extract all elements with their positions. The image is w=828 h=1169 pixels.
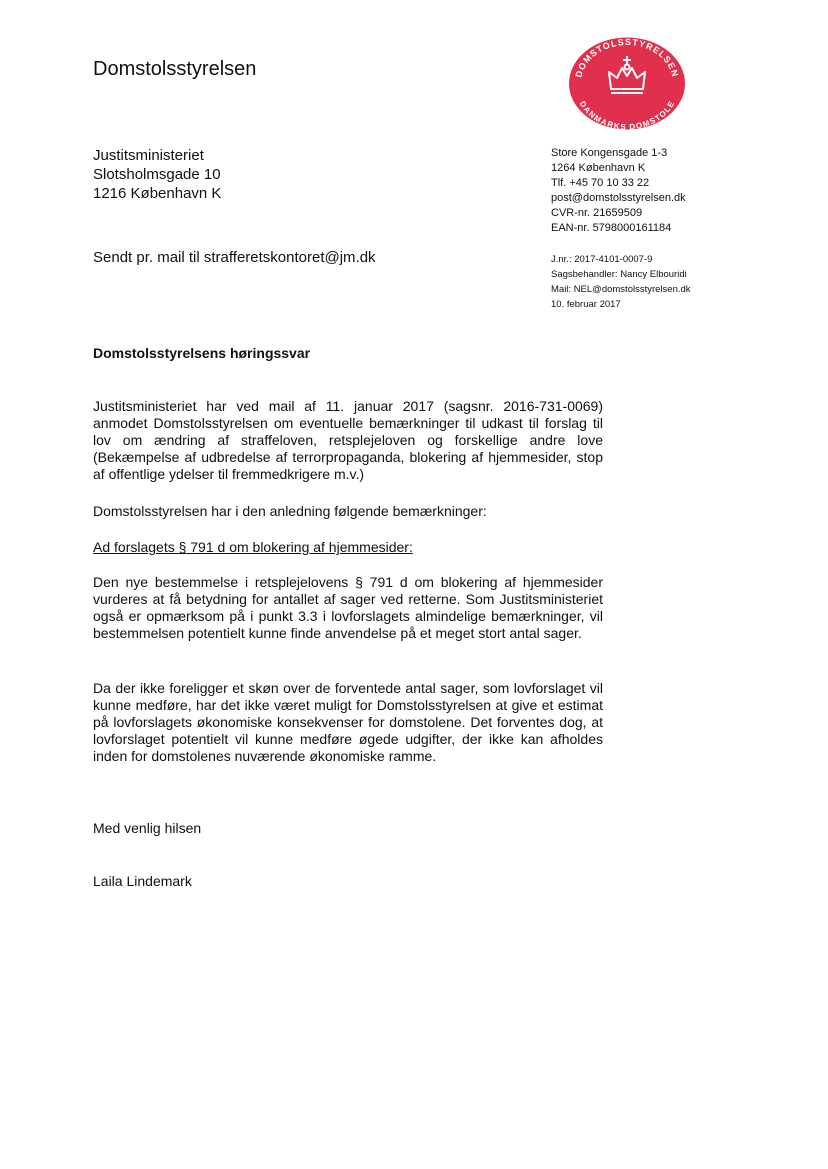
case-number: J.nr.: 2017-4101-0007-9 bbox=[551, 254, 653, 265]
body-paragraph: Den nye bestemmelse i retsplejelovens § 791 d om blokering af hjemmesider vurderes at få betydning for antallet af sager ved retterne. Som Justitsministeriet også er opmærksom på i punkt 3.3 i lovforslagets almindelige bemærkninger, vil bestemmelsen potentielt kunne finde anvendelse på et meget stort antal sager. bbox=[93, 574, 603, 641]
recipient-address bbox=[93, 146, 221, 203]
logo-bottom-text: DANMARKS DOMSTOLE bbox=[577, 99, 677, 131]
contact-line: 1264 København K bbox=[551, 162, 646, 174]
signature-name: Laila Lindemark bbox=[93, 873, 192, 889]
letter-heading: Domstolsstyrelsens høringssvar bbox=[93, 345, 311, 361]
logo-top-text: DOMSTOLSSTYRELSEN bbox=[573, 36, 681, 79]
contact-line: EAN-nr. 5798000161184 bbox=[551, 222, 672, 234]
case-info-block bbox=[551, 252, 691, 312]
section-subheading: Ad forslagets § 791 d om blokering af hjemmesider: bbox=[93, 539, 413, 555]
recipient-line: Justitsministeriet bbox=[93, 147, 204, 164]
contact-line: Tlf. +45 70 10 33 22 bbox=[551, 177, 650, 189]
sender-contact-block bbox=[551, 146, 686, 236]
body-paragraph: Justitsministeriet har ved mail af 11. januar 2017 (sagsnr. 2016-731-0069) anmodet Domstolsstyrelsen om eventuelle bemærkninger til udkast til forslag til lov om ændring af straffeloven, retsplejeloven og forskellige andre love (Bekæmpelse af udbredelse af terrorpropaganda, blokering af hjemmesider, stop af offentlige ydelser til fremmedkrigere m.v.) bbox=[93, 398, 603, 482]
sender-name: Domstolsstyrelsen bbox=[93, 58, 257, 80]
sent-by-mail-line: Sendt pr. mail til strafferetskontoret@jm.dk bbox=[93, 249, 376, 266]
body-paragraph: Domstolsstyrelsen har i den anledning følgende bemærkninger: bbox=[93, 503, 487, 519]
recipient-line: 1216 København K bbox=[93, 185, 222, 202]
contact-line: post@domstolsstyrelsen.dk bbox=[551, 192, 686, 204]
contact-line: Store Kongensgade 1-3 bbox=[551, 147, 668, 159]
case-mail: Mail: NEL@domstolsstyrelsen.dk bbox=[551, 284, 691, 295]
case-handler: Sagsbehandler: Nancy Elbouridi bbox=[551, 269, 687, 280]
domstolsstyrelsen-logo bbox=[567, 36, 687, 131]
contact-line: CVR-nr. 21659509 bbox=[551, 207, 643, 219]
letter-date: 10. februar 2017 bbox=[551, 299, 621, 310]
body-paragraph: Da der ikke foreligger et skøn over de forventede antal sager, som lovforslaget vil kunne medføre, har det ikke været muligt for Domstolsstyrelsen at give et estimat på lovforslagets økonomiske konsekvenser for domstolene. Det forventes dog, at lovforslaget potentielt vil kunne medføre øgede udgifter, der ikke kan afholdes inden for domstolenes nuværende økonomiske ramme. bbox=[93, 680, 603, 764]
closing-greeting: Med venlig hilsen bbox=[93, 820, 202, 836]
recipient-line: Slotsholmsgade 10 bbox=[93, 166, 221, 183]
